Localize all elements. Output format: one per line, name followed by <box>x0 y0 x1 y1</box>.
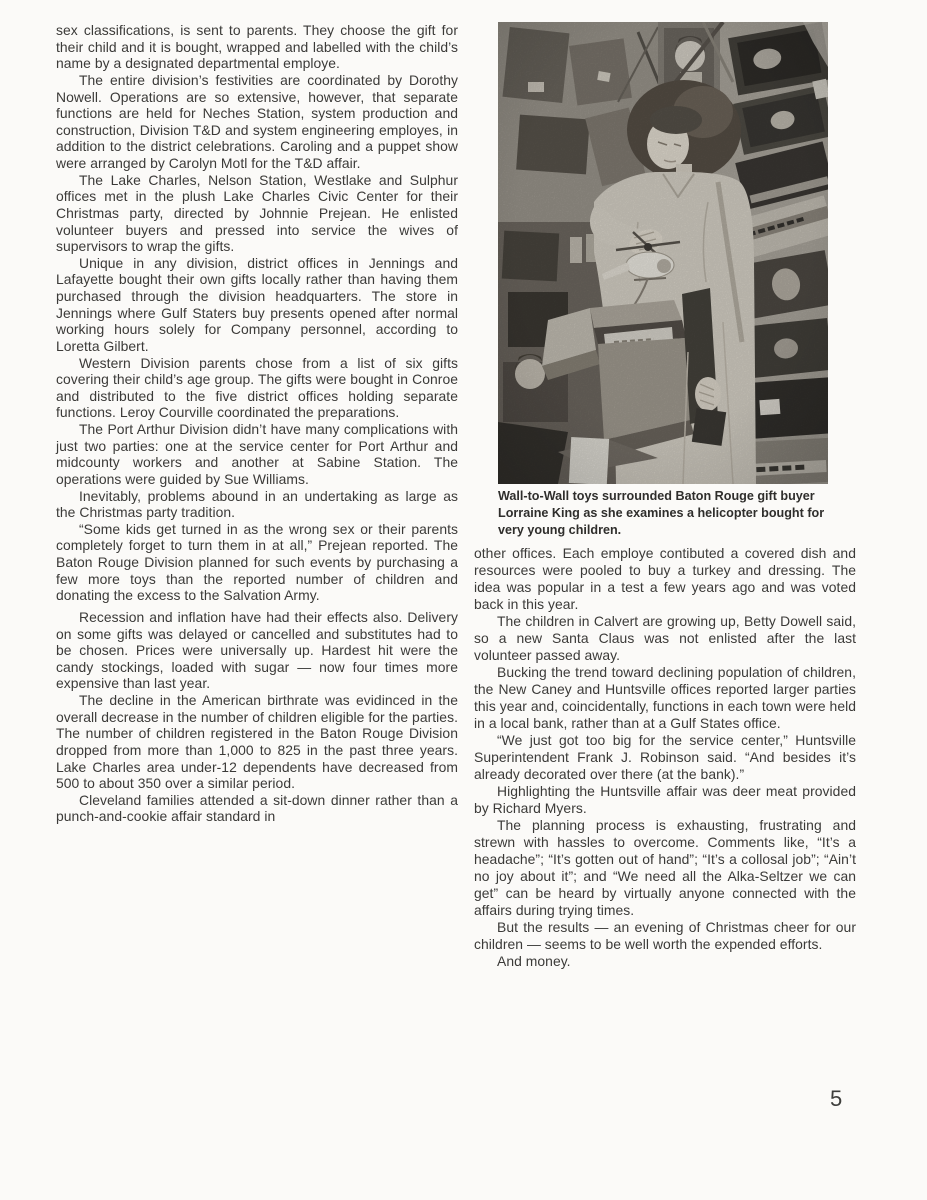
paragraph: The entire division’s festivities are coordinated by Dorothy Nowell. Operations are so extensive, however, that separate functions are held for Neches Station, system production and construction, Division T&D and system engineering employes, in addition to the district celebrations. Caroling and a puppet show were arranged by Carolyn Motl for the T&D affair. <box>56 71 458 171</box>
paragraph: “Some kids get turned in as the wrong sex or their parents completely forget to turn them in at all,” Prejean reported. The Baton Rouge Division planned for such events by purchasing a few more toys than the reported number of children and donating the excess to the Salvation Army. <box>56 520 458 604</box>
page-number: 5 <box>830 1086 843 1111</box>
paragraph: But the results — an evening of Christmas cheer for our children — seems to be well worth the expended efforts. <box>474 919 856 952</box>
paragraph: Western Division parents chose from a list of six gifts covering their child’s age group. The gifts were bought in Conroe and distributed to the five district offices holding separate functions. Leroy Courville coordinated the preparations. <box>56 354 458 421</box>
photo-caption: Wall-to-Wall toys surrounded Baton Rouge gift buyer Lorraine King as she examines a helicopter bought for very young children. <box>498 489 825 537</box>
paragraph: And money. <box>497 953 571 969</box>
paragraph: “We just got too big for the service center,” Huntsville Superintendent Frank J. Robinson said. “And besides it’s already decorated over there (at the bank).” <box>474 732 856 782</box>
paragraph: Unique in any division, district offices in Jennings and Lafayette bought their own gifts locally rather than having them purchased through the division headquarters. The store in Jennings where Gulf Staters buy presents opened after normal working hours solely for Company personnel, according to Loretta Gilbert. <box>56 254 458 354</box>
toy-store-photo-illustration <box>498 22 828 484</box>
article-column-left <box>56 22 458 825</box>
paragraph: The Port Arthur Division didn’t have many complications with just two parties: one at the service center for Port Arthur and midcounty workers and another at Sabine Station. The operations were guided by Sue Williams. <box>56 421 458 487</box>
paragraph: Inevitably, problems abound in an undertaking as large as the Christmas party tradition. <box>56 487 458 521</box>
paragraph: Recession and inflation have had their effects also. Delivery on some gifts was delayed or cancelled and substitutes had to be chosen. Prices were universally up. Hardest hit were the candy stockings, loaded with sugar — now four times more expensive than last year. <box>56 608 458 692</box>
paragraph: Highlighting the Huntsville affair was deer meat provided by Richard Myers. <box>474 783 856 816</box>
paragraph: other offices. Each employe contibuted a covered dish and resources were pooled to buy a turkey and dressing. The idea was popular in a test a few years ago and was voted back in this year. <box>474 545 856 612</box>
paragraph: Bucking the trend toward declining population of children, the New Caney and Huntsville offices reported larger parties this year and, coincidentally, functions in each town were held in a local bank, rather than at a Gulf States office. <box>474 664 857 731</box>
paragraph: The decline in the American birthrate was evidinced in the overall decrease in the number of children eligible for the parties. The number of children registered in the Baton Rouge Division dropped from more than 1,000 to 825 in the past three years. Lake Charles area under-12 dependents have decreased from 500 to about 350 over a similar period. <box>56 692 458 792</box>
paragraph: The children in Calvert are growing up, Betty Dowell said, so a new Santa Claus was not enlisted after the last volunteer passed away. <box>474 613 856 663</box>
paragraph: Cleveland families attended a sit-down dinner rather than a punch-and-cookie affair standard in <box>56 791 458 825</box>
article-column-right <box>474 545 856 970</box>
paragraph: sex classifications, is sent to parents. They choose the gift for their child and it is bought, wrapped and labelled with the child’s name by a designated departmental employe. <box>56 22 458 72</box>
paragraph: The planning process is exhausting, frustrating and strewn with hassles to overcome. Comments like, “It’s a headache”; “It’s gotten out of hand”; “It’s a collosal job”; “Ain’t no joy about it”; and “We need all the Alka-Seltzer we can get” can be heard by virtually anyone connected with the affairs during trying times. <box>474 817 856 918</box>
paragraph: The Lake Charles, Nelson Station, Westlake and Sulphur offices met in the plush Lake Charles Civic Center for their Christmas party, directed by Johnnie Prejean. He enlisted volunteer buyers and pressed into service the wives of supervisors to wrap the gifts. <box>56 171 458 255</box>
article-photo <box>498 22 828 484</box>
